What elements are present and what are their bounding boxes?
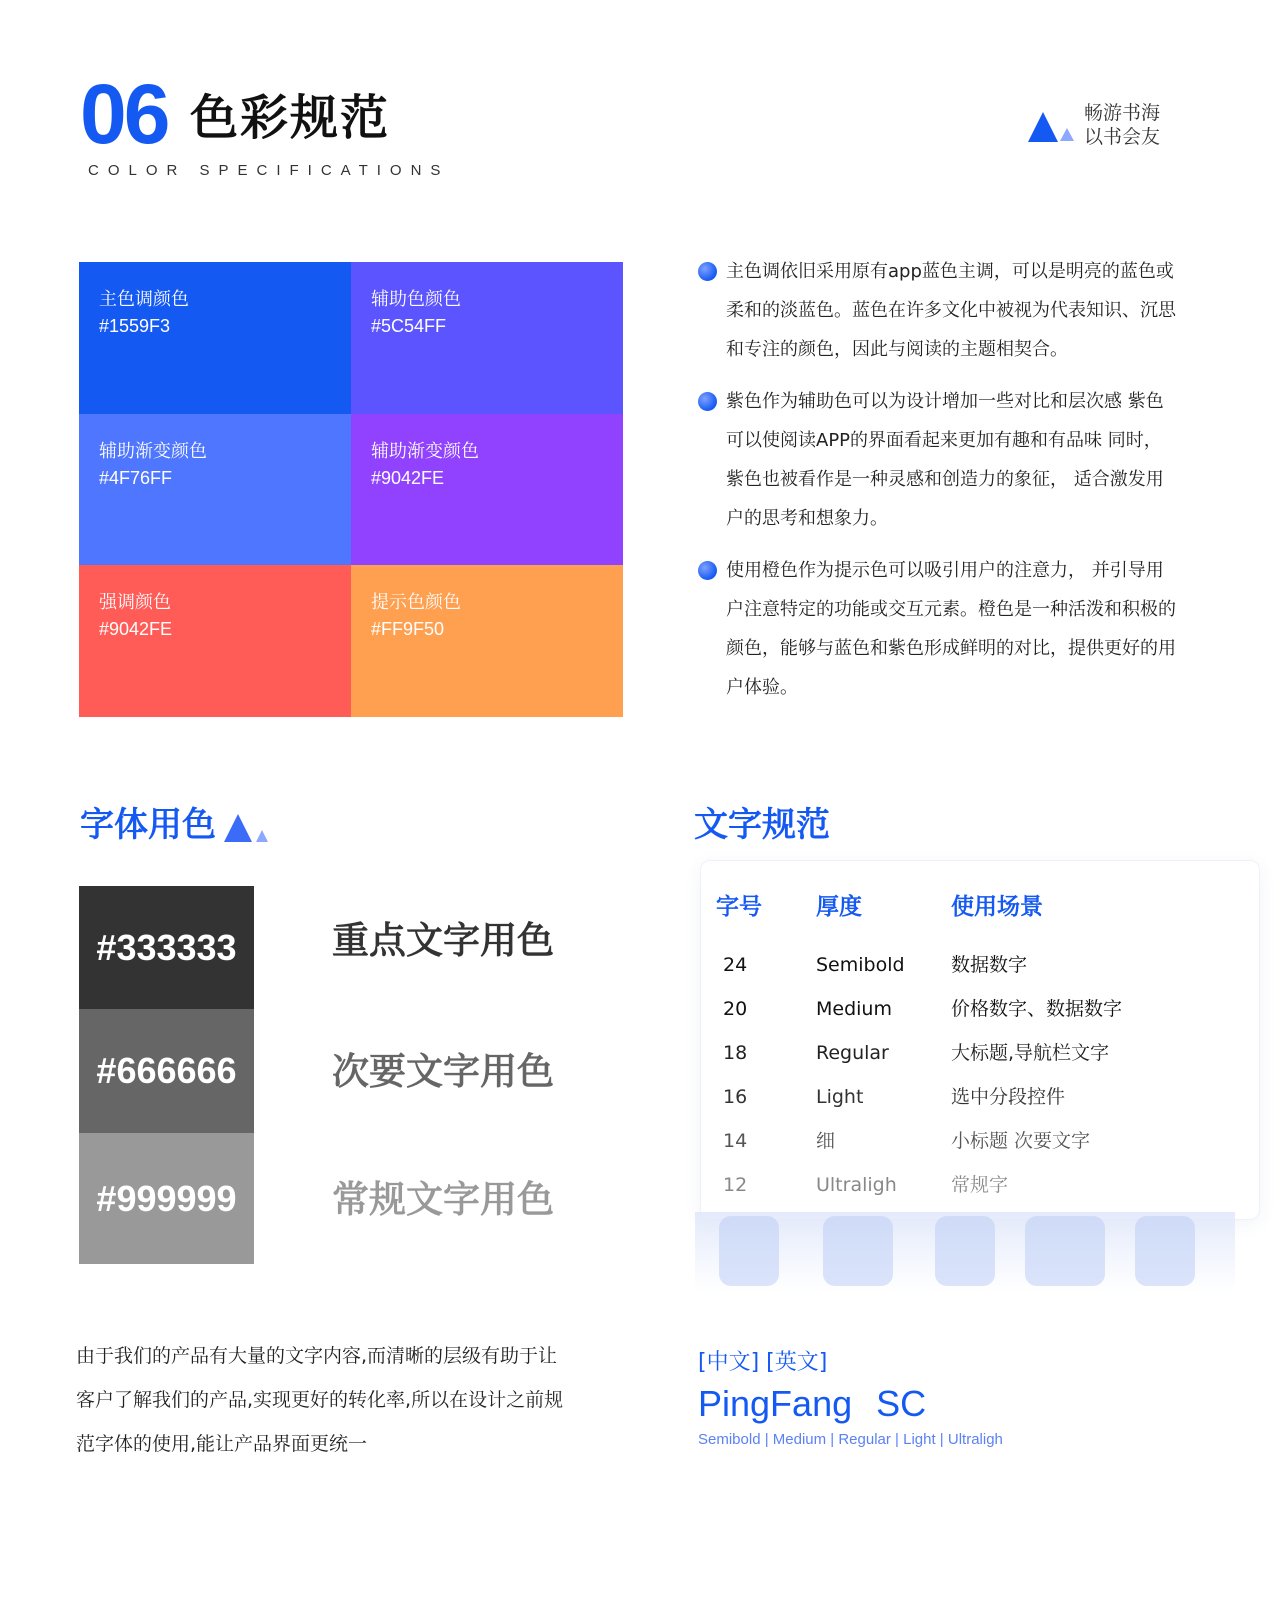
page-subtitle: COLOR SPECIFICATIONS xyxy=(88,162,450,179)
cell-weight: Medium xyxy=(816,998,892,1020)
note-item xyxy=(698,382,1178,538)
color-hex: #9042FE xyxy=(371,468,445,488)
table-row xyxy=(0,1082,1280,1112)
color-hex: #9042FE xyxy=(99,619,173,639)
swatch-hex: #333333 xyxy=(96,926,237,968)
color-swatch xyxy=(79,262,351,414)
font-language-tag: [中文] [英文] xyxy=(698,1350,828,1375)
cell-usage: 常规字 xyxy=(951,1174,1009,1196)
note-item xyxy=(698,252,1178,369)
font-colors-title: 字体用色 xyxy=(80,805,216,845)
table-row xyxy=(0,994,1280,1024)
cell-usage: 大标题,导航栏文字 xyxy=(951,1042,1110,1064)
swatch-label: 常规文字用色 xyxy=(332,1178,554,1221)
bullet-dot-icon xyxy=(698,392,717,411)
color-name: 辅助渐变颜色 xyxy=(99,441,207,462)
color-swatch xyxy=(351,565,623,717)
cell-usage: 小标题 次要文字 xyxy=(951,1130,1091,1152)
column-header-size: 字号 xyxy=(716,894,762,920)
cell-size: 12 xyxy=(723,1174,748,1196)
table-row xyxy=(0,950,1280,980)
note-text: 主色调依旧采用原有app蓝色主调，可以是明亮的蓝色或柔和的淡蓝色。蓝色在许多文化中被视为代表知识、沉思和专注的颜色，因此与阅读的主题相契合。 xyxy=(726,261,1176,360)
triangle-logo-icon xyxy=(224,814,252,842)
font-color-swatch xyxy=(79,1009,254,1133)
color-name: 主色调颜色 xyxy=(99,289,189,310)
cell-usage: 选中分段控件 xyxy=(951,1086,1066,1108)
color-name: 辅助渐变颜色 xyxy=(371,441,479,462)
table-row xyxy=(0,1170,1280,1200)
color-hex: #1559F3 xyxy=(99,316,171,336)
small-triangle-icon xyxy=(1060,128,1074,141)
color-swatch xyxy=(351,262,623,414)
note-text: 使用橙色作为提示色可以吸引用户的注意力， 并引导用户注意特定的功能或交互元素。橙色是一种活泼和积极的颜色，能够与蓝色和紫色形成鲜明的对比，提供更好的用户体验。 xyxy=(726,560,1176,698)
brand-mark xyxy=(1028,102,1178,152)
font-family-name: PingFang SC xyxy=(698,1383,927,1424)
page-title: 色彩规范 xyxy=(190,90,391,146)
swatch-hex: #999999 xyxy=(96,1177,237,1219)
bullet-dot-icon xyxy=(698,561,717,580)
color-name: 强调颜色 xyxy=(99,592,171,613)
cell-weight: Regular xyxy=(816,1042,889,1064)
color-name: 提示色颜色 xyxy=(371,592,461,613)
color-notes xyxy=(698,252,1178,720)
table-row xyxy=(0,1126,1280,1156)
text-spec-title: 文字规范 xyxy=(694,805,830,845)
triangle-logo-icon xyxy=(1028,112,1058,142)
swatch-label: 次要文字用色 xyxy=(332,1050,554,1093)
table-row xyxy=(0,1038,1280,1068)
cell-size: 14 xyxy=(723,1130,748,1152)
bullet-dot-icon xyxy=(698,262,717,281)
cell-weight: Ultraligh xyxy=(816,1174,897,1196)
brand-slogan-line2: 以书会友 xyxy=(1084,126,1161,148)
color-swatch xyxy=(351,414,623,565)
font-color-description: 由于我们的产品有大量的文字内容,而清晰的层级有助于让客户了解我们的产品,实现更好的转化率,所以在设计之前规范字体的使用,能让产品界面更统一 xyxy=(76,1345,564,1455)
swatch-label: 重点文字用色 xyxy=(332,919,554,962)
font-color-swatch xyxy=(79,886,254,1009)
color-palette-grid xyxy=(79,262,623,717)
swatch-hex: #666666 xyxy=(96,1050,237,1091)
cell-size: 18 xyxy=(723,1042,748,1064)
color-hex: #FF9F50 xyxy=(371,619,445,639)
font-weights-list: Semibold | Medium | Regular | Light | Ultraligh xyxy=(698,1431,1003,1448)
cell-size: 20 xyxy=(723,998,748,1020)
cell-weight: Semibold xyxy=(816,954,905,976)
cell-size: 24 xyxy=(723,954,748,976)
cell-size: 16 xyxy=(723,1086,748,1108)
note-item xyxy=(698,551,1178,707)
section-number: 06 xyxy=(80,67,168,161)
cell-usage: 价格数字、数据数字 xyxy=(951,998,1123,1020)
cell-usage: 数据数字 xyxy=(951,954,1028,976)
color-hex: #5C54FF xyxy=(371,316,447,336)
color-hex: #4F76FF xyxy=(99,468,173,488)
column-header-usage: 使用场景 xyxy=(951,894,1043,920)
color-name: 辅助色颜色 xyxy=(371,289,461,310)
color-swatch xyxy=(79,565,351,717)
note-text: 紫色作为辅助色可以为设计增加一些对比和层次感 紫色可以使阅读APP的界面看起来更加有趣和有品味 同时，紫色也被看作是一种灵感和创造力的象征， 适合激发用户的思考和想象力。 xyxy=(726,391,1164,529)
small-triangle-icon xyxy=(256,830,268,842)
color-swatch xyxy=(79,414,351,565)
cell-weight: Light xyxy=(816,1086,864,1108)
cell-weight: 细 xyxy=(816,1130,836,1152)
column-header-weight: 厚度 xyxy=(816,894,862,920)
decorative-fade-graphic xyxy=(695,1212,1235,1292)
brand-slogan-line1: 畅游书海 xyxy=(1084,102,1161,124)
